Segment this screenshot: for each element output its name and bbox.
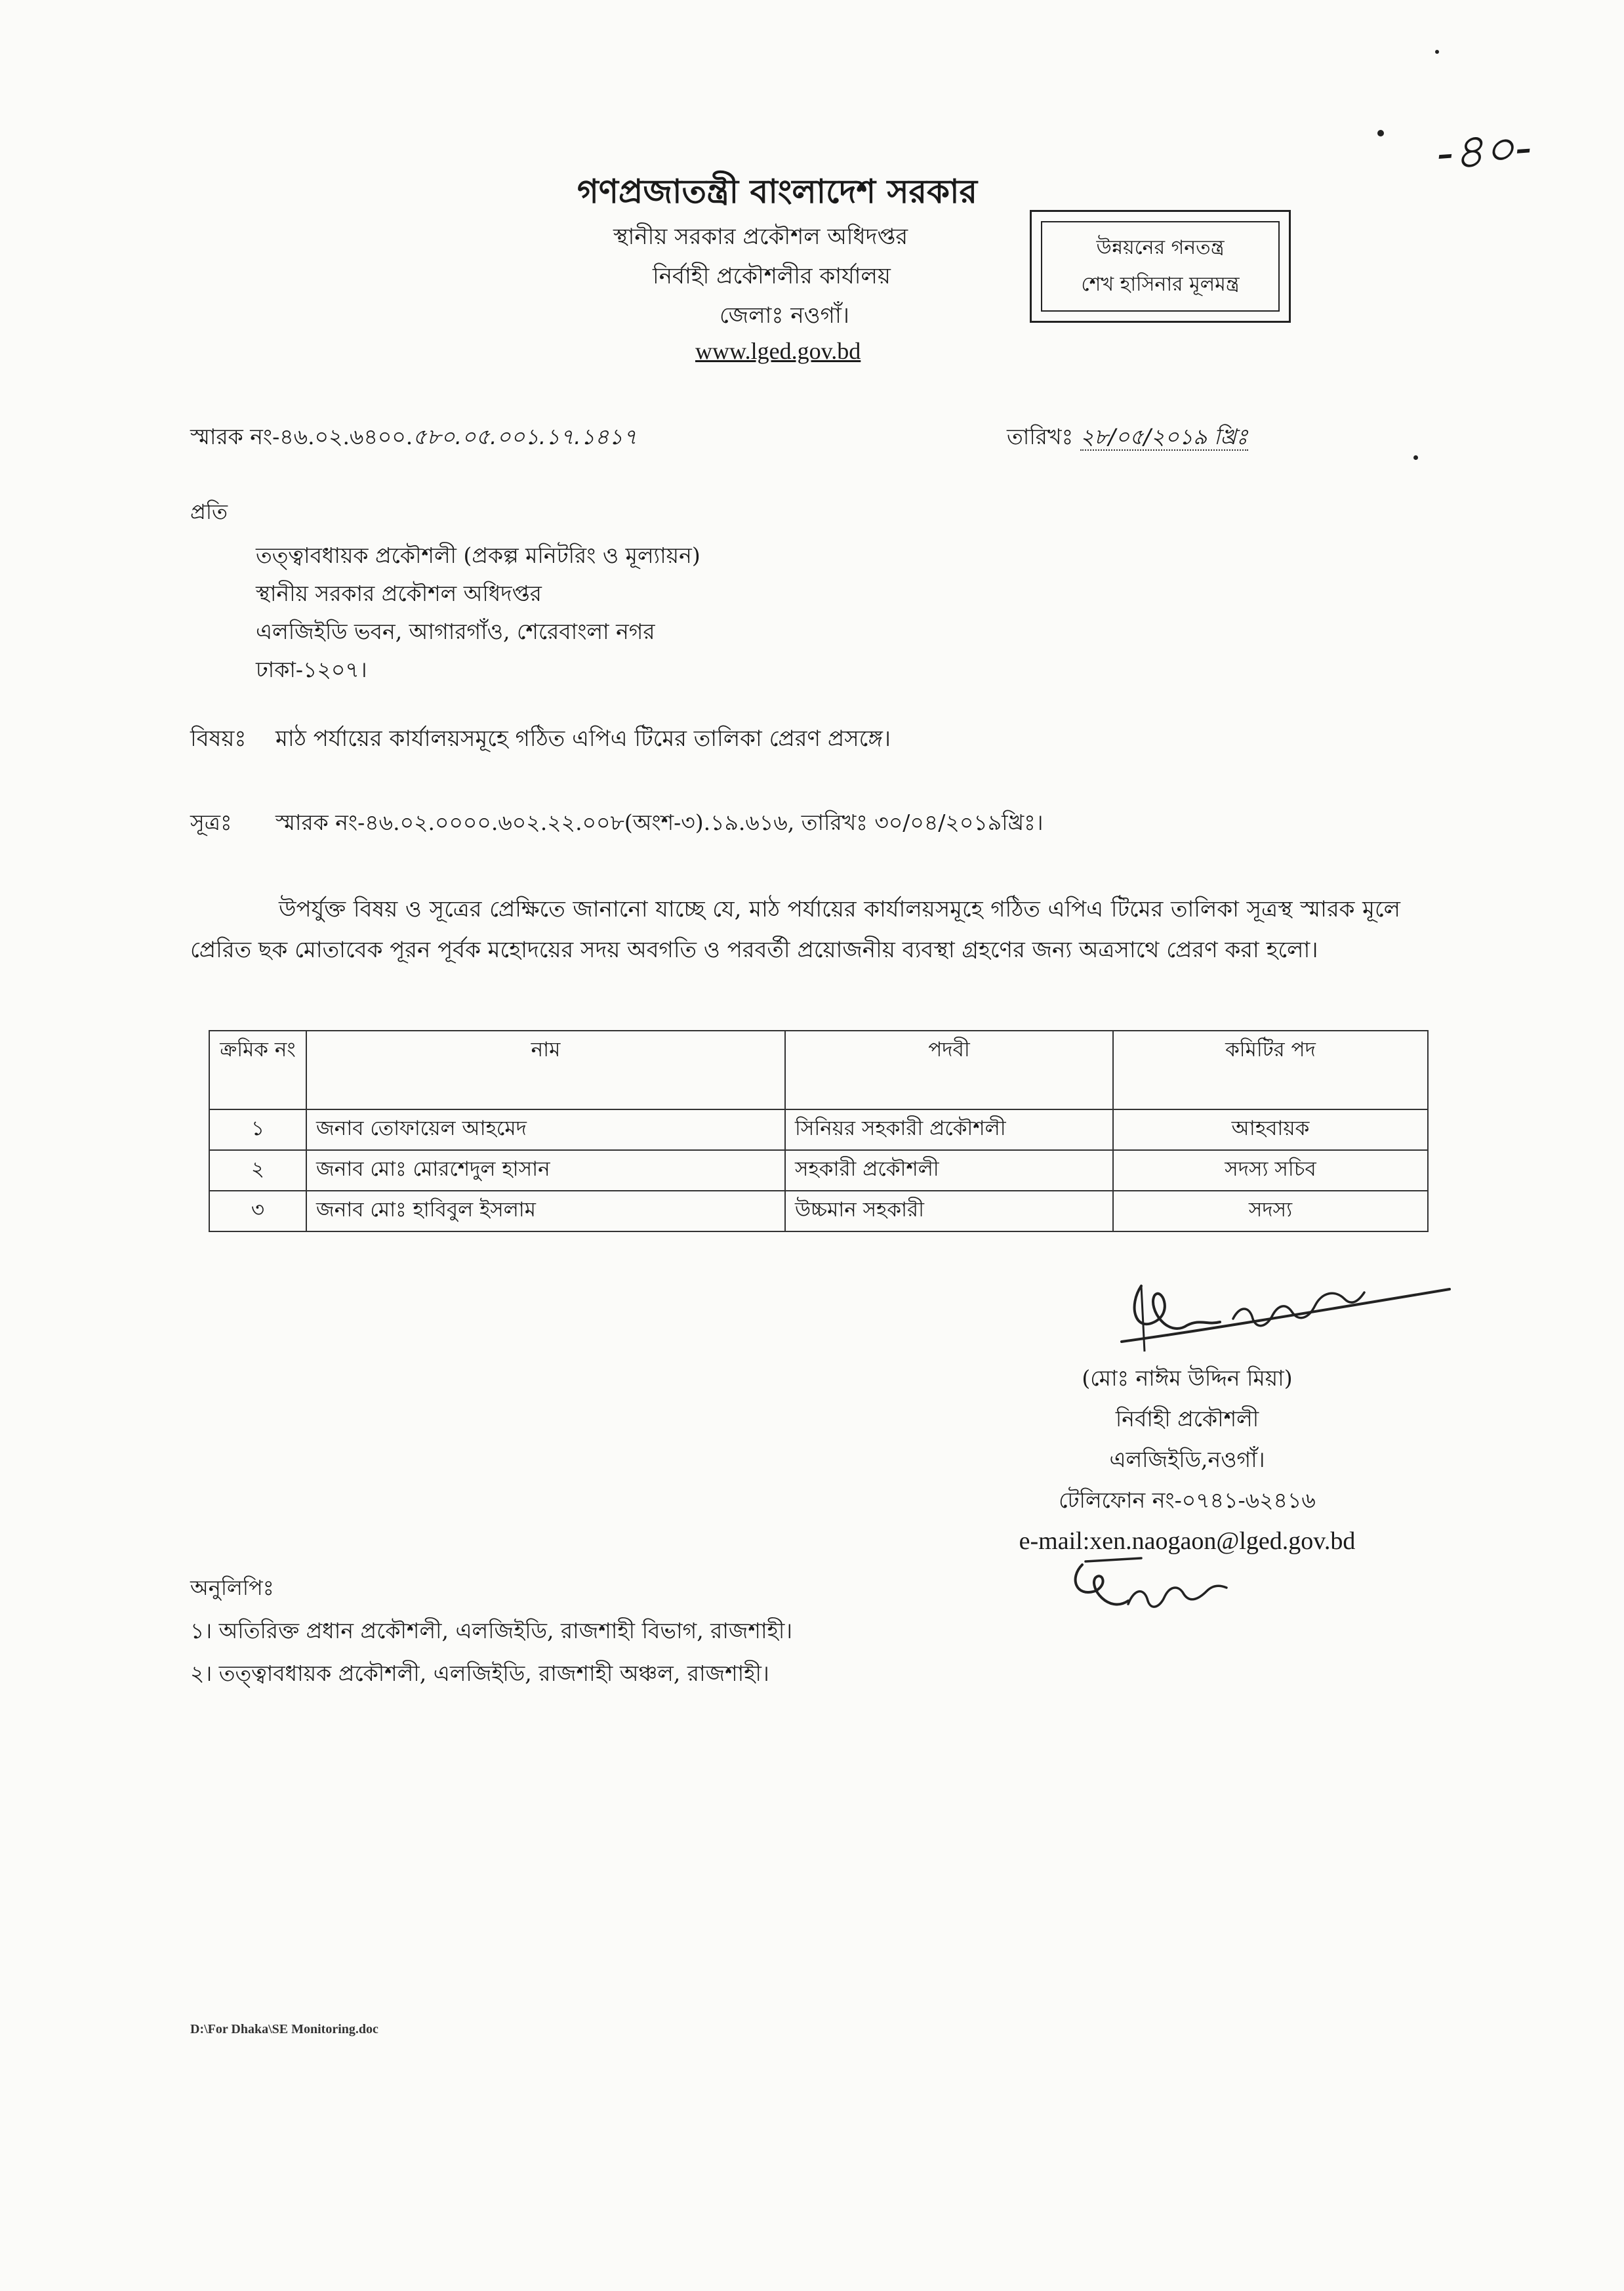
cell-serial: ২ [209,1150,306,1191]
recipient-address [256,537,700,689]
date-label: তারিখঃ [1007,424,1074,449]
office-name: নির্বাহী প্রকৌশলীর কার্যালয় [653,263,891,289]
memo-date [1007,420,1248,457]
cell-serial: ১ [209,1109,306,1150]
subject-label: বিষয়ঃ [190,726,247,752]
copy-item: ২। তত্ত্বাবধায়ক প্রকৌশলী, এলজিইডি, রাজশাহী অঞ্চল, রাজশাহী। [190,1661,769,1686]
table-header-row [209,1031,1428,1109]
recipient-to: প্রতি [190,499,228,524]
header-designation: পদবী [785,1031,1113,1109]
signatory-email[interactable]: e-mail:xen.naogaon@lged.gov.bd [1019,1527,1356,1555]
signatory-name: (মোঃ নাঈম উদ্দিন মিয়া) [1082,1365,1293,1391]
handwritten-signature [1115,1260,1456,1358]
cell-designation: সহকারী প্রকৌশলী [785,1150,1113,1191]
apa-team-table [209,1030,1429,1232]
cell-committee-role: সদস্য সচিব [1113,1150,1428,1191]
header-committee-role: কমিটির পদ [1113,1031,1428,1109]
ink-dot [1413,455,1418,460]
cell-designation: উচ্চমান সহকারী [785,1191,1113,1231]
cell-committee-role: আহবায়ক [1113,1109,1428,1150]
cell-designation: সিনিয়র সহকারী প্রকৌশলী [785,1109,1113,1150]
header-name: নাম [306,1031,785,1109]
cell-name: জনাব মোঃ হাবিবুল ইসলাম [306,1191,785,1231]
table-row [209,1109,1428,1150]
memo-label: স্মারক নং-৪৬.০২.৬৪০০. [190,424,413,449]
signatory-title: নির্বাহী প্রকৌশলী [1115,1406,1259,1432]
department-name: স্থানীয় সরকার প্রকৌশল অধিদপ্তর [613,224,908,250]
memo-number [190,420,637,457]
government-title: গণপ্রজাতন্ত্রী বাংলাদেশ সরকার [577,172,977,211]
reference-text: স্মারক নং-৪৬.০২.০০০০.৬০২.২২.০০৮(অংশ-৩).১৯.৬১৬, তারিখঃ ৩০/০৪/২০১৯খ্রিঃ। [275,810,1044,835]
cell-name: জনাব মোঃ মোরশেদুল হাসান [306,1150,785,1191]
signatory-office: এলজিইডি,নওগাঁ। [1109,1447,1265,1472]
initials-signature [1063,1552,1259,1624]
reference-label: সূত্রঃ [190,810,232,835]
body-paragraph: উপর্যুক্ত বিষয় ও সূত্রের প্রেক্ষিতে জানানো যাচ্ছে যে, মাঠ পর্যায়ের কার্যালয়সমূহে গঠিত এপিএ টিমের তালিকা সূত্রস্থ স্মারক মূলে প্রেরিত ছক মোতাবেক পূরন পূর্বক মহোদয়ের সদয় অবগতি ও পরবর্তী প্রয়োজনীয় ব্যবস্থা গ্রহণের জন্য অত্রসাথে প্রেরণ করা হলো। [190,896,1400,963]
district-name: জেলাঃ নওগাঁ। [720,302,849,329]
recipient-line: এলজিইডি ভবন, আগারগাঁও, শেরেবাংলা নগর [256,619,655,644]
motto-line-1: উন্নয়নের গনতন্ত্র [1096,236,1225,259]
cell-serial: ৩ [209,1191,306,1231]
page-number: -৪০- [1434,119,1533,181]
subject [190,722,891,759]
file-path: D:\For Dhaka\SE Monitoring.doc [190,2022,378,2036]
signatory-phone: টেলিফোন নং-০৭৪১-৬২৪১৬ [1059,1487,1316,1513]
cell-name: জনাব তোফায়েল আহমেদ [306,1109,785,1150]
date-value: ২৮/০৫/২০১৯ খ্রিঃ [1080,424,1248,449]
motto-box [1030,210,1291,323]
signatory-block [958,1358,1417,1561]
copy-item: ১। অতিরিক্ত প্রধান প্রকৌশলী, এলজিইডি, রাজশাহী বিভাগ, রাজশাহী। [190,1618,793,1643]
reference [190,806,1044,842]
cell-committee-role: সদস্য [1113,1191,1428,1231]
header-serial: ক্রমিক নং [209,1031,306,1109]
memo-handwritten: ৫৮০.০৫.০০১.১৭.১৪১৭ [413,424,638,449]
recipient-line: তত্ত্বাবধায়ক প্রকৌশলী (প্রকল্প মনিটরিং ও মূল্যায়ন) [256,543,700,568]
table-row [209,1150,1428,1191]
website-link[interactable]: www.lged.gov.bd [695,338,861,364]
subject-text: মাঠ পর্যায়ের কার্যালয়সমূহে গঠিত এপিএ টিমের তালিকা প্রেরণ প্রসঙ্গে। [275,726,891,752]
copy-label: অনুলিপিঃ [190,1575,274,1600]
recipient-line: ঢাকা-১২০৭। [256,657,367,682]
ink-dot [1377,130,1384,136]
recipient-line: স্থানীয় সরকার প্রকৌশল অধিদপ্তর [256,581,542,606]
motto-line-2: শেখ হাসিনার মূলমন্ত্র [1081,273,1240,296]
ink-dot [1435,50,1439,54]
table-row [209,1191,1428,1231]
